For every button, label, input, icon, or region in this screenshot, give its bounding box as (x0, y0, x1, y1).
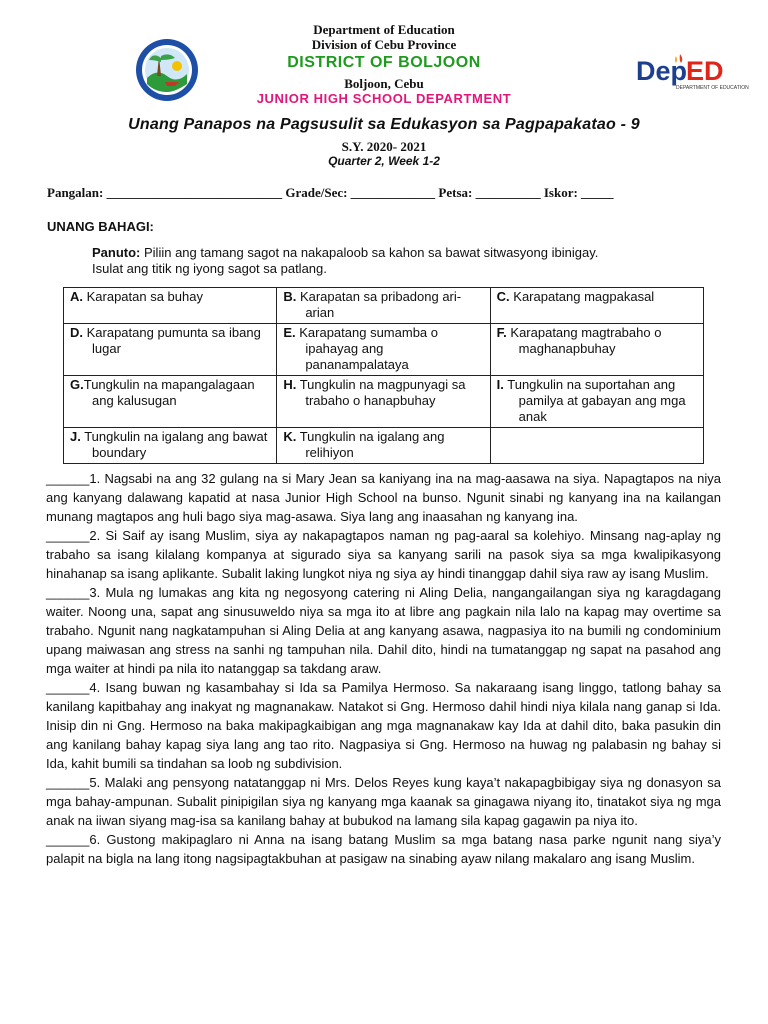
choice-i: I. Tungkulin na suportahan ang pamilya at gabayan ang mga anak (490, 376, 703, 428)
choices-table (63, 287, 704, 464)
item-6: ______6. Gustong makipaglaro ni Anna na isang batang Muslim sa mga batang nasa parke ngunit nang siya’y palapit na bigla na lang itong nagsipagtakbuhan at pasigaw na sinabing ayaw nilang makalaro ang isang Muslim. (46, 832, 721, 866)
choice-c: C. Karapatang magpakasal (490, 288, 703, 324)
instructions-label: Panuto: (92, 245, 141, 260)
department-name: Department of Education (313, 22, 455, 37)
school-location: Boljoon, Cebu (344, 76, 424, 91)
school-year: S.Y. 2020- 2021 (341, 139, 427, 154)
item-2: ______2. Si Saif ay isang Muslim, siya ay nakapagtapos naman ng pag-aaral sa kolehiyo. Minsang nag-aplay ng trabaho sa isang kilalang kompanya at sigurado siya sa kanyang sarili na pasok siya sa mga kwalipikasyong hinahanap sa isang aplikante. Subalit laking lungkot niya ng siya ay hindi tinanggap dahil siya raw ay isang Muslim. (46, 528, 721, 581)
item-3: ______3. Mula ng lumakas ang kita ng negosyong catering ni Aling Delia, nangangailangan siya ng karagdagang waiter. Noong una, sapat ang sinusuweldo niya sa mga ito at libre ang pagkain nila lalo na kapag may overtime sa trabaho. Ngunit nang nagkatampuhan si Aling Delia at ang kanyang asawa, nagpasiya ito na bumili ng condominium upang maiwasan ang stress na sanhi ng tampuhan nila. Dahil dito, hindi na tumatanggap ng sapat na pasahod ang mga waiter at hindi pa nila ito natanggap sa takdang araw. (46, 585, 721, 676)
student-info-line: Pangalan: ___________________________ Grade/Sec: _____________ Petsa: __________ Iskor: _____ (47, 185, 614, 200)
instructions-line-1: Piliin ang tamang sagot na nakapaloob sa kahon sa bawat sitwasyong ibinigay. (140, 245, 599, 260)
svg-text:Dep: Dep (636, 56, 688, 86)
choice-f: F. Karapatang magtrabaho o maghanapbuhay (490, 324, 703, 376)
instructions-line-2: Isulat ang titik ng iyong sagot sa patlang. (92, 261, 327, 276)
item-4: ______4. Isang buwan ng kasambahay si Ida sa Pamilya Hermoso. Sa nakaraang isang linggo, tatlong bahay sa kanilang kapitbahay ang inakyat ng magnanakaw. Natakot si Gng. Hermoso dahil hindi niya kilala nang ganap si Ida. Inisip din ni Gng. Hermoso na baka makipagkaibigan ang mga magnanakaw kay Ida at dahil dito, baka pasukin din ang kanilang bahay kapag siya lang ang tao rito. Nagpasiya si Gng. Hermoso na huwag ng palabasin ng bahay si Ida, kahit bumili sa tindahan sa loob ng subdivision. (46, 680, 721, 771)
choice-a: A. Karapatan sa buhay (64, 288, 277, 324)
exam-title: Unang Panapos na Pagsusulit sa Edukasyon sa Pagpapakatao - 9 (128, 116, 640, 133)
svg-text:DEPARTMENT OF EDUCATION: DEPARTMENT OF EDUCATION (676, 85, 749, 91)
item-5: ______5. Malaki ang pensyong natatanggap ni Mrs. Delos Reyes kung kaya’t nakapagbibigay siya ng donasyon sa mga bahay-ampunan. Subalit pinipigilan siya ng kanyang mga kaanak sa ginagawa niyang ito, tinatakot siya ng mga anak na iiwan siyang mag-isa sa kanilang bahay at bubukod na lamang sila kapag gagawin pa niya ito. (46, 775, 721, 828)
items-list (46, 469, 721, 868)
choice-j: J. Tungkulin na igalang ang bawat boundary (64, 428, 277, 464)
district-name: DISTRICT OF BOLJOON (287, 54, 481, 71)
choice-g: G.Tungkulin na mapangalagaan ang kalusugan (64, 376, 277, 428)
choice-d: D. Karapatang pumunta sa ibang lugar (64, 324, 277, 376)
choices-row (64, 288, 704, 324)
item-1: ______1. Nagsabi na ang 32 gulang na si Mary Jean sa kaniyang ina na mag-aasawa na siya. Napagtapos na niya ang kanyang dalawang kapatid at nasa Junior High School na bunso. Ngunit sinabi ng kanyang ina na kailangan munang magtapos ang huli bago siya mag-asawa. Siya lang ang inaasahan ng kanyang ina. (46, 471, 721, 524)
choice-empty (490, 428, 703, 464)
choices-row (64, 376, 704, 428)
part-label: UNANG BAHAGI: (47, 219, 154, 234)
svg-text:ED: ED (686, 56, 724, 86)
choices-row (64, 428, 704, 464)
jhs-department: JUNIOR HIGH SCHOOL DEPARTMENT (256, 91, 512, 106)
choices-row (64, 324, 704, 376)
instructions (92, 245, 732, 277)
choice-k: K. Tungkulin na igalang ang relihiyon (277, 428, 490, 464)
choice-e: E. Karapatang sumamba o ipahayag ang pananampalataya (277, 324, 490, 376)
division-name: Division of Cebu Province (311, 37, 457, 52)
choice-b: B. Karapatan sa pribadong ari-arian (277, 288, 490, 324)
quarter-week: Quarter 2, Week 1-2 (328, 154, 440, 168)
choice-h: H. Tungkulin na magpunyagi sa trabaho o hanapbuhay (277, 376, 490, 428)
